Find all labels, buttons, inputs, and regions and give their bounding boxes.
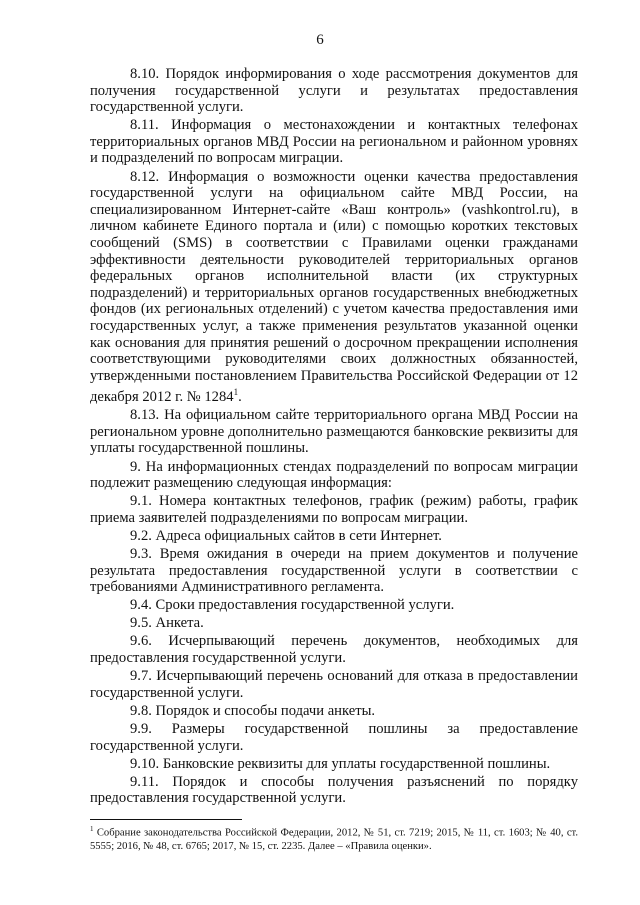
paragraph-9-1: 9.1. Номера контактных телефонов, график (режим) работы, график приема заявителей подразделениями по вопросам миграции. [90, 493, 578, 526]
paragraph-8-12 [90, 169, 578, 406]
footnote-marker: 1 [90, 825, 94, 833]
paragraph-9-10: 9.10. Банковские реквизиты для уплаты государственной пошлины. [130, 755, 551, 772]
paragraph-9-7: 9.7. Исчерпывающий перечень оснований для отказа в предоставлении государственной услуги. [90, 668, 578, 701]
footnote-text: Собрание законодательства Российской Федерации, 2012, № 51, ст. 7219; 2015, № 11, ст. 1603; № 40, ст. 5555; 2016, № 48, ст. 6765; 2017, № 15, ст. 2235. Далее – «Правила оценки». [90, 827, 578, 852]
paragraph-8-11: 8.11. Информация о местонахождении и контактных телефонах территориальных органов МВД России на региональном и районном уровнях и подразделений по вопросам миграции. [90, 117, 578, 167]
footnote-divider [90, 819, 242, 820]
paragraph-8-13: 8.13. На официальном сайте территориального органа МВД России на региональном уровне дополнительно размещаются банковские реквизиты для уплаты государственной пошлины. [90, 407, 578, 457]
footnote [90, 823, 578, 853]
paragraph-8-12-text: 8.12. Информация о возможности оценки качества предоставления государственной услуги на официальном сайте МВД России, на специализированном Интернет-сайте «Ваш контроль» (vashkontrol.ru), в личном кабинете Единого портала и (или) с помощью коротких текстовых сообщений (SMS) в соответствии с Правилами оценки гражданами эффективности деятельности руководителей территориальных органов федеральных органов исполнительной власти (их структурных подразделений) и территориальных органов государственных внебюджетных фондов (их региональных отделений) с учетом качества предоставления ими государственных услуг, а также применения результатов указанной оценки как основания для принятия решений о досрочном прекращении исполнения соответствующими руководителями своих должностных обязанностей, утвержденными постановлением Правительства Российской Федерации от 12 декабря 2012 г. № 1284 [90, 168, 578, 406]
paragraph-9-9: 9.9. Размеры государственной пошлины за предоставление государственной услуги. [90, 720, 578, 754]
paragraph-9-11: 9.11. Порядок и способы получения разъяснений по порядку предоставления государственной услуги. [90, 773, 578, 807]
paragraph-8-10: 8.10. Порядок информирования о ходе рассмотрения документов для получения государственной услуги и результатах предоставления государственной услуги. [90, 66, 578, 116]
paragraph-9-2: 9.2. Адреса официальных сайтов в сети Интернет. [130, 527, 442, 544]
paragraph-9-5: 9.5. Анкета. [130, 615, 204, 632]
paragraph-9-8: 9.8. Порядок и способы подачи анкеты. [130, 702, 376, 719]
paragraph-9-4: 9.4. Сроки предоставления государственной услуги. [130, 597, 455, 614]
page-number: 6 [316, 32, 324, 48]
paragraph-8-12-end: . [238, 389, 242, 406]
paragraph-9-3: 9.3. Время ожидания в очереди на прием документов и получение результата предоставления государственной услуги в соответствии с требованиями Административного регламента. [90, 545, 578, 596]
paragraph-9: 9. На информационных стендах подразделений по вопросам миграции подлежит размещению следующая информация: [90, 458, 578, 492]
document-body [90, 66, 578, 808]
footnote-reference: 1 [233, 387, 239, 398]
paragraph-9-6: 9.6. Исчерпывающий перечень документов, необходимых для предоставления государственной услуги. [90, 633, 578, 667]
